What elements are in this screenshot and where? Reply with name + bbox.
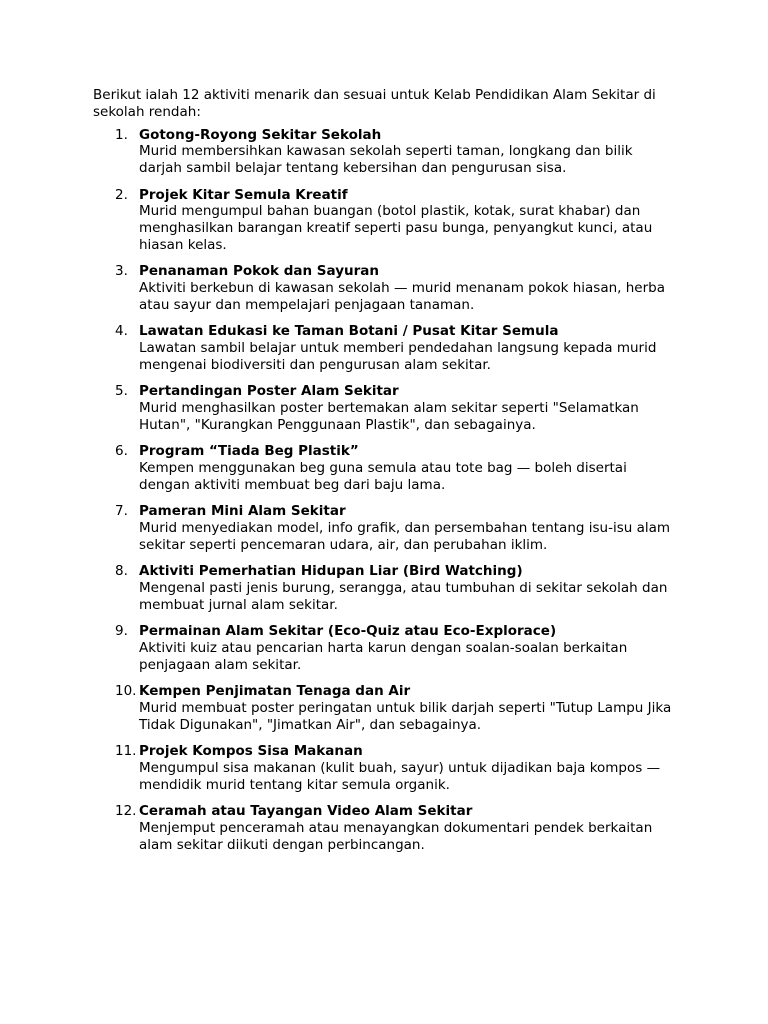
- item-number: 11.: [115, 743, 137, 760]
- item-description: Mengenal pasti jenis burung, serangga, atau tumbuhan di sekitar sekolah dan membuat jurnal alam sekitar.: [139, 580, 668, 613]
- item-title: Lawatan Edukasi ke Taman Botani / Pusat Kitar Semula: [139, 323, 559, 340]
- list-item: [93, 803, 673, 853]
- list-item: [93, 623, 673, 673]
- list-item: [93, 743, 673, 793]
- item-title: Program “Tiada Beg Plastik”: [139, 443, 359, 460]
- item-title: Aktiviti Pemerhatian Hidupan Liar (Bird Watching): [139, 563, 523, 580]
- item-title: Ceramah atau Tayangan Video Alam Sekitar: [139, 803, 473, 820]
- list-item: [93, 443, 673, 493]
- item-title: Permainan Alam Sekitar (Eco-Quiz atau Eco-Explorace): [139, 623, 557, 640]
- intro-paragraph: Berikut ialah 12 aktiviti menarik dan sesuai untuk Kelab Pendidikan Alam Sekitar di sekolah rendah:: [93, 87, 656, 120]
- item-number: 5.: [115, 383, 128, 400]
- document-page: [93, 87, 673, 863]
- item-description: Murid menyediakan model, info grafik, dan persembahan tentang isu-isu alam sekitar seperti pencemaran udara, air, dan perubahan iklim.: [139, 520, 671, 553]
- list-item: [93, 503, 673, 553]
- item-description: Kempen menggunakan beg guna semula atau tote bag — boleh disertai dengan aktiviti membuat beg dari baju lama.: [139, 460, 627, 493]
- activity-list: [93, 127, 673, 854]
- item-title: Penanaman Pokok dan Sayuran: [139, 263, 380, 280]
- list-item: [93, 563, 673, 613]
- item-number: 9.: [115, 623, 128, 640]
- item-title: Projek Kompos Sisa Makanan: [139, 743, 363, 760]
- item-number: 7.: [115, 503, 128, 520]
- list-item: [93, 383, 673, 433]
- item-number: 3.: [115, 263, 128, 280]
- item-description: Murid membuat poster peringatan untuk bilik darjah seperti "Tutup Lampu Jika Tidak Digunakan", "Jimatkan Air", dan sebagainya.: [139, 700, 672, 733]
- list-item: [93, 323, 673, 373]
- item-description: Aktiviti berkebun di kawasan sekolah — murid menanam pokok hiasan, herba atau sayur dan mempelajari penjagaan tanaman.: [139, 280, 665, 313]
- item-number: 12.: [115, 803, 137, 820]
- item-number: 10.: [115, 683, 137, 700]
- item-description: Lawatan sambil belajar untuk memberi pendedahan langsung kepada murid mengenai biodiversiti dan pengurusan alam sekitar.: [139, 340, 657, 373]
- item-number: 8.: [115, 563, 128, 580]
- item-title: Projek Kitar Semula Kreatif: [139, 186, 348, 203]
- list-item: [93, 187, 673, 254]
- item-description: Mengumpul sisa makanan (kulit buah, sayur) untuk dijadikan baja kompos — mendidik murid tentang kitar semula organik.: [139, 760, 661, 793]
- item-description: Murid membersihkan kawasan sekolah seperti taman, longkang dan bilik darjah sambil belajar tentang kebersihan dan pengurusan sisa.: [139, 143, 633, 177]
- item-description: Menjemput penceramah atau menayangkan dokumentari pendek berkaitan alam sekitar diikuti dengan perbincangan.: [139, 820, 653, 853]
- item-number: 6.: [115, 443, 128, 460]
- list-item: [93, 127, 673, 177]
- item-description: Murid mengumpul bahan buangan (botol plastik, kotak, surat khabar) dan menghasilkan barangan kreatif seperti pasu bunga, penyangkut kunci, atau hiasan kelas.: [139, 203, 653, 253]
- list-item: [93, 263, 673, 313]
- item-description: Aktiviti kuiz atau pencarian harta karun dengan soalan-soalan berkaitan penjagaan alam sekitar.: [139, 640, 628, 673]
- item-description: Murid menghasilkan poster bertemakan alam sekitar seperti "Selamatkan Hutan", "Kurangkan Penggunaan Plastik", dan sebagainya.: [139, 400, 639, 433]
- item-number: 1.: [115, 126, 128, 143]
- item-title: Pameran Mini Alam Sekitar: [139, 503, 346, 520]
- list-item: [93, 683, 673, 733]
- item-title: Kempen Penjimatan Tenaga dan Air: [139, 683, 411, 700]
- item-number: 4.: [115, 323, 128, 340]
- item-title: Pertandingan Poster Alam Sekitar: [139, 383, 399, 400]
- item-number: 2.: [115, 186, 128, 203]
- item-title: Gotong-Royong Sekitar Sekolah: [139, 126, 382, 143]
